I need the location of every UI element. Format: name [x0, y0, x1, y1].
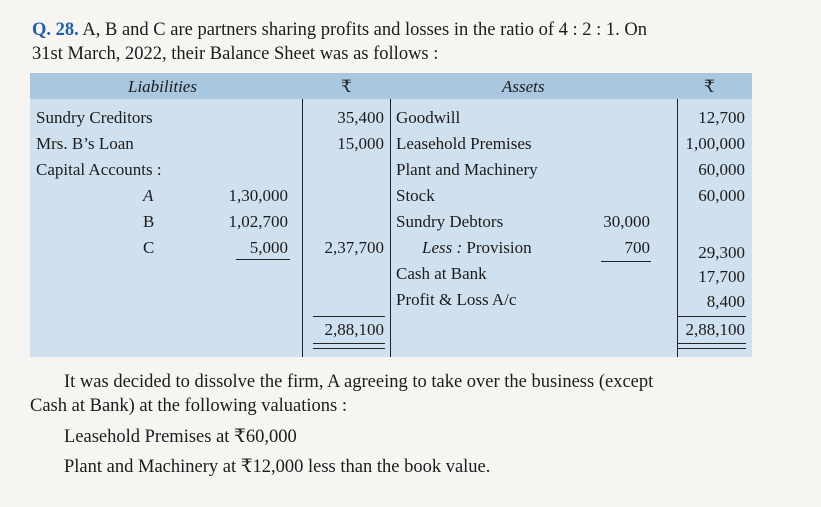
liabilities-total: 2,88,100	[324, 320, 384, 339]
subtotal-underline	[236, 259, 290, 260]
asset-label: Goodwill	[396, 108, 461, 127]
total-double-rule	[313, 343, 385, 349]
subtotal-underline	[601, 261, 651, 262]
asset-label: Profit & Loss A/c	[396, 290, 517, 309]
partner-name: B	[143, 212, 155, 231]
asset-label: Cash at Bank	[396, 264, 487, 283]
column-divider	[390, 99, 391, 357]
total-top-rule	[313, 316, 385, 317]
less-prefix: Less :	[422, 238, 463, 257]
asset-label: Sundry Debtors	[396, 212, 504, 231]
valuation-item-2: Plant and Machinery at ₹12,000 less than the book value.	[64, 457, 491, 477]
balance-sheet-table	[30, 73, 752, 357]
partner-capital: 5,000	[249, 238, 288, 257]
asset-amount: 29,300	[698, 243, 745, 262]
paragraph-line-1: It was decided to dissolve the firm, A agreeing to take over the business (except	[64, 372, 654, 392]
asset-amount: 17,700	[698, 267, 745, 286]
liability-label: Sundry Creditors	[36, 108, 153, 127]
partner-capital: 1,30,000	[228, 186, 288, 205]
asset-label: Leasehold Premises	[396, 134, 532, 153]
provision-text: Provision	[462, 238, 532, 257]
provision-label	[422, 238, 532, 258]
asset-amount: 8,400	[706, 292, 745, 311]
asset-label: Stock	[396, 186, 435, 205]
question-line-2: 31st March, 2022, their Balance Sheet was as follows :	[32, 44, 439, 64]
header-liabilities: Liabilities	[128, 77, 197, 96]
question-text	[32, 18, 792, 66]
liability-label: Capital Accounts :	[36, 160, 162, 179]
liability-amount: 15,000	[337, 134, 384, 153]
asset-amount: 1,00,000	[685, 134, 745, 153]
liability-label: Mrs. B’s Loan	[36, 134, 134, 153]
asset-label: Plant and Machinery	[396, 160, 538, 179]
question-line-1: A, B and C are partners sharing profits and losses in the ratio of 4 : 2 : 1. On	[78, 20, 648, 40]
debtors-gross: 30,000	[603, 212, 650, 231]
header-assets: Assets	[502, 77, 545, 96]
provision-amount: 700	[624, 238, 650, 257]
capital-total: 2,37,700	[324, 238, 384, 257]
paragraph-line-2: Cash at Bank) at the following valuations :	[30, 396, 348, 416]
assets-total: 2,88,100	[685, 320, 745, 339]
valuation-item-1: Leasehold Premises at ₹60,000	[64, 427, 297, 447]
header-asset-amount: ₹	[704, 77, 715, 96]
asset-amount: 60,000	[698, 186, 745, 205]
partner-name: C	[143, 238, 155, 257]
question-number: Q. 28.	[32, 20, 79, 40]
asset-amount: 60,000	[698, 160, 745, 179]
partner-capital: 1,02,700	[228, 212, 288, 231]
asset-amount: 12,700	[698, 108, 745, 127]
partner-name: A	[143, 186, 154, 205]
liability-amount: 35,400	[337, 108, 384, 127]
total-top-rule	[678, 316, 746, 317]
header-liab-amount: ₹	[341, 77, 352, 96]
total-double-rule	[678, 343, 746, 349]
